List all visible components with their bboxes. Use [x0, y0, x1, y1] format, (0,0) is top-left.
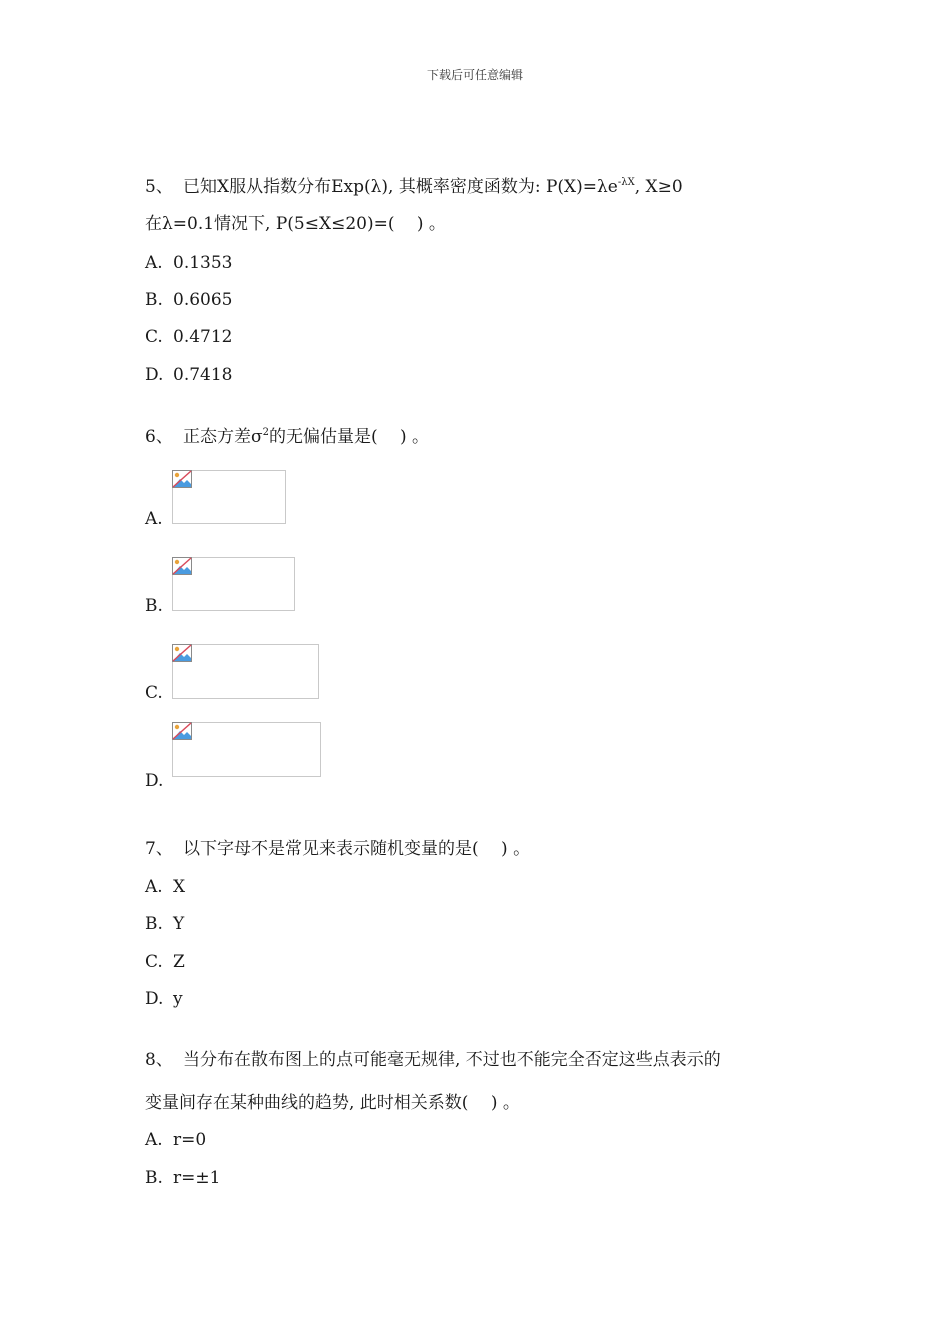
question-text: 已知X服从指数分布Exp(λ), 其概率密度函数为: P(X)=λe	[183, 177, 618, 197]
option-b-letter: B.	[145, 596, 163, 616]
option-text: r=±1	[173, 1168, 221, 1188]
question-7-stem	[145, 839, 530, 859]
option-letter: C.	[145, 327, 163, 347]
option-letter: C.	[145, 952, 163, 972]
option-b	[145, 914, 184, 934]
broken-image-icon	[172, 644, 192, 662]
question-text: 正态方差σ	[183, 427, 263, 447]
option-a-image	[172, 470, 286, 524]
option-d-image	[172, 722, 321, 777]
option-letter: D.	[145, 365, 164, 385]
option-letter: B.	[145, 290, 163, 310]
option-a-letter: A.	[145, 509, 163, 529]
broken-image-icon	[172, 722, 192, 740]
option-text: 0.7418	[173, 365, 233, 385]
option-d	[145, 989, 183, 1009]
question-number: 7、	[145, 839, 173, 859]
broken-image-icon	[172, 470, 192, 488]
option-c-image	[172, 644, 319, 699]
option-text: y	[173, 989, 183, 1009]
question-5-stem-line2: 在λ=0.1情况下, P(5≤X≤20)=( ) 。	[145, 214, 446, 234]
question-6-stem	[145, 427, 429, 447]
option-letter: D.	[145, 989, 164, 1009]
question-number: 6、	[145, 427, 173, 447]
question-text: 以下字母不是常见来表示随机变量的是( ) 。	[183, 839, 531, 859]
question-5-stem	[145, 177, 683, 197]
option-text: Y	[173, 914, 185, 934]
question-text: , X≥0	[634, 177, 683, 197]
option-text: 0.4712	[173, 327, 233, 347]
option-d-letter: D.	[145, 771, 164, 791]
option-letter: B.	[145, 914, 163, 934]
option-c	[145, 327, 232, 347]
option-text: 0.6065	[173, 290, 233, 310]
option-c	[145, 952, 185, 972]
option-letter: A.	[145, 1130, 163, 1150]
option-letter: A.	[145, 253, 163, 273]
option-b	[145, 290, 232, 310]
option-a	[145, 877, 185, 897]
superscript: -λX	[617, 177, 635, 188]
option-text: r=0	[173, 1130, 207, 1150]
broken-image-icon	[172, 557, 192, 575]
question-text: 的无偏估量是( ) 。	[268, 427, 430, 447]
question-8-stem-line2: 变量间存在某种曲线的趋势, 此时相关系数( ) 。	[145, 1093, 520, 1113]
option-a	[145, 253, 232, 273]
option-letter: A.	[145, 877, 163, 897]
page-header: 下载后可任意编辑	[426, 68, 523, 82]
question-number: 5、	[145, 177, 173, 197]
option-text: Z	[173, 952, 185, 972]
question-text: 当分布在散布图上的点可能毫无规律, 不过也不能完全否定这些点表示的	[183, 1050, 721, 1070]
option-text: X	[173, 877, 186, 897]
question-number: 8、	[145, 1050, 173, 1070]
option-d	[145, 365, 232, 385]
option-b	[145, 1168, 220, 1188]
option-text: 0.1353	[173, 253, 233, 273]
option-b-image	[172, 557, 295, 611]
superscript: 2	[262, 427, 269, 438]
option-c-letter: C.	[145, 683, 163, 703]
question-8-stem	[145, 1050, 721, 1070]
option-a	[145, 1130, 206, 1150]
option-letter: B.	[145, 1168, 163, 1188]
